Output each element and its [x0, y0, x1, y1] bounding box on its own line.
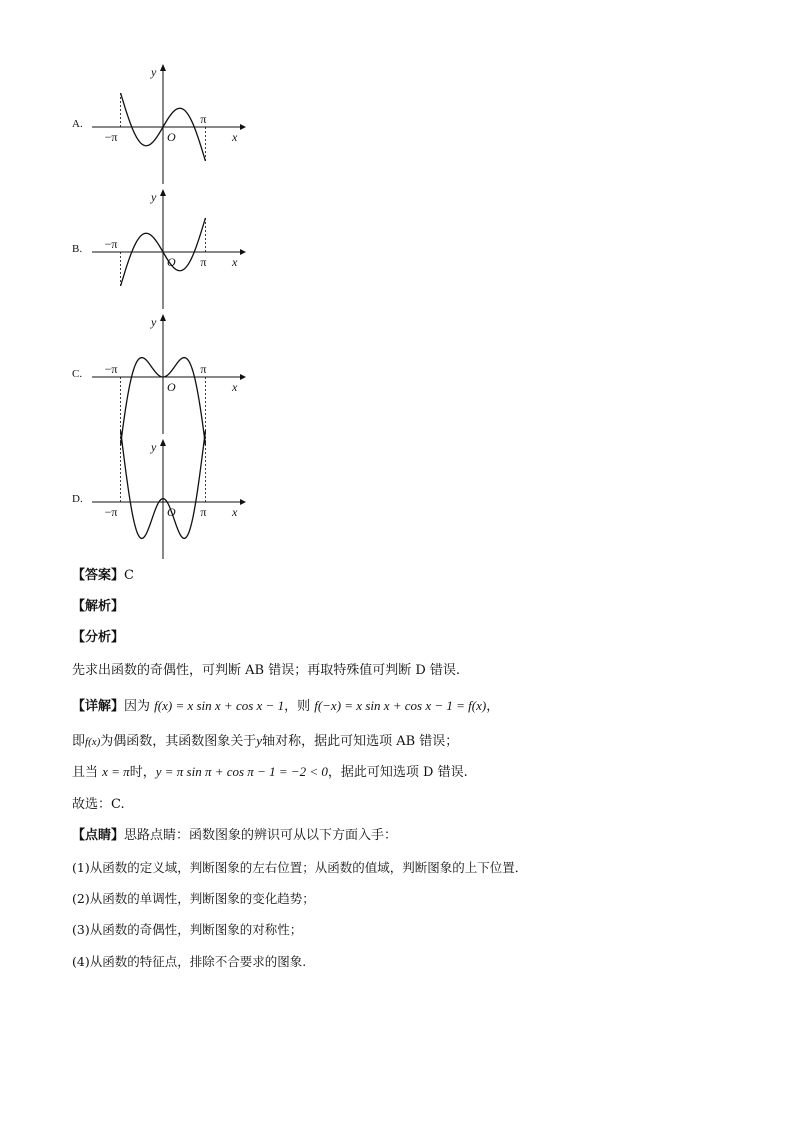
equation: f(x) = x sin x + cos x − 1	[154, 698, 285, 713]
detail-tag: 【详解】	[72, 699, 125, 714]
option-label: C.	[72, 368, 83, 380]
graph-svg	[90, 312, 250, 436]
tick-label-neg-pi: −π	[104, 237, 118, 251]
answer-line	[72, 567, 134, 585]
y-axis-arrow	[160, 439, 166, 446]
y-axis-arrow	[160, 314, 166, 321]
dianjing-intro: 思路点睛：函数图象的辨识可从以下方面入手：	[124, 828, 398, 843]
option-label: A.	[72, 118, 83, 130]
y-axis-label: y	[151, 440, 157, 454]
detail-line-1	[72, 697, 499, 716]
origin-label: O	[167, 130, 176, 144]
y-axis-arrow	[160, 189, 166, 196]
detail-text: 即	[72, 734, 86, 749]
equation: f(−x) = x sin x + cos x − 1 = f(x)	[314, 698, 487, 713]
x-axis-arrow	[240, 374, 246, 380]
detail-line-3	[72, 763, 468, 782]
dianjing-item: (1)从函数的定义域，判断图象的左右位置；从函数的值域，判断图象的上下位置．	[72, 860, 528, 875]
option-graph	[90, 187, 250, 311]
detail-text: 且当	[72, 765, 103, 780]
detail-text: 为偶函数，其函数图象关于	[100, 734, 257, 749]
tick-label-neg-pi: −π	[104, 130, 118, 144]
analysis-tag: 【解析】	[72, 599, 125, 614]
x-axis-label: x	[232, 130, 238, 144]
tick-label-neg-pi: −π	[104, 505, 118, 519]
fenxi-text: 先求出函数的奇偶性，可判断 AB 错误；再取特殊值可判断 D 错误.	[72, 663, 461, 678]
y-axis-arrow	[160, 64, 166, 71]
x-axis-arrow	[240, 249, 246, 255]
y-axis-label: y	[151, 315, 157, 329]
detail-line-4: 故选：C.	[72, 797, 125, 812]
equation: x = π	[102, 764, 130, 779]
x-axis-label: x	[232, 255, 238, 269]
option-label: D.	[72, 493, 83, 505]
origin-label: O	[167, 255, 176, 269]
equation: y	[256, 733, 263, 748]
detail-text: ，据此可知选项 D 错误.	[327, 765, 468, 780]
option-graph	[90, 437, 250, 561]
dianjing-item: (2)从函数的单调性，判断图象的变化趋势；	[72, 891, 315, 906]
option-graph	[90, 62, 250, 186]
tick-label-pi: π	[200, 112, 207, 126]
option-label: B.	[72, 243, 83, 255]
dianjing-item: (3)从函数的奇偶性，判断图象的对称性；	[72, 922, 303, 937]
dianjing-item: (4)从函数的特征点，排除不合要求的图象.	[72, 954, 307, 969]
tick-label-pi: π	[200, 255, 207, 269]
x-axis-arrow	[240, 124, 246, 130]
tick-label-pi: π	[200, 362, 207, 376]
answer-tag: 【答案】	[72, 568, 125, 583]
analysis-line	[72, 598, 124, 616]
answer-value: C	[124, 568, 134, 583]
x-axis-label: x	[232, 505, 238, 519]
fenxi-tag: 【分析】	[72, 630, 125, 645]
graph-svg	[90, 62, 250, 186]
x-axis-label: x	[232, 380, 238, 394]
detail-text: 轴对称，据此可知选项 AB 错误；	[262, 734, 459, 749]
y-axis-label: y	[151, 65, 157, 79]
fenxi-line	[72, 629, 124, 647]
detail-text: 时，	[129, 765, 156, 780]
detail-text: ，则	[284, 699, 315, 714]
equation: f(x)	[85, 736, 101, 748]
equation: y = π sin π + cos π − 1 = −2 < 0	[155, 764, 328, 779]
detail-line-2	[72, 732, 458, 751]
detail-text: 因为	[124, 699, 155, 714]
dianjing-tag: 【点睛】	[72, 828, 125, 843]
y-axis-label: y	[151, 190, 157, 204]
detail-text: ，	[486, 699, 500, 714]
origin-label: O	[167, 380, 176, 394]
dianjing-line	[72, 827, 397, 845]
graph-svg	[90, 187, 250, 311]
option-graph	[90, 312, 250, 436]
x-axis-arrow	[240, 499, 246, 505]
graph-svg	[90, 437, 250, 561]
origin-label: O	[167, 505, 176, 519]
tick-label-neg-pi: −π	[104, 362, 118, 376]
tick-label-pi: π	[200, 505, 207, 519]
